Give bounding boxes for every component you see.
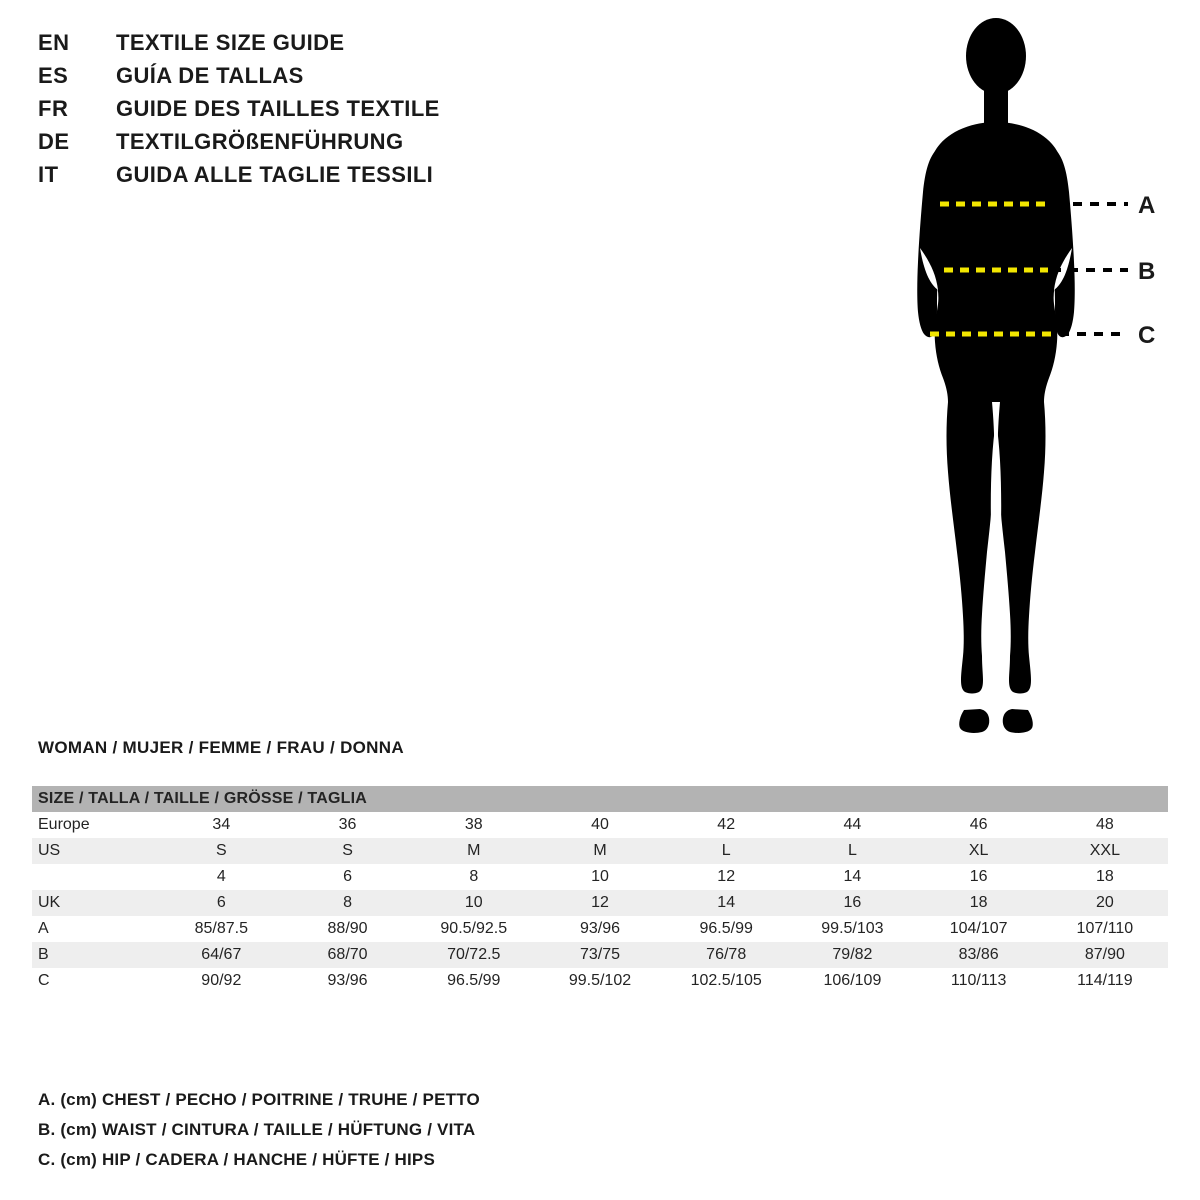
- cell-value: 14: [843, 868, 862, 885]
- cell-value: 6: [216, 894, 226, 911]
- cell-value: 104/107: [949, 920, 1008, 937]
- cell-value: 83/86: [958, 946, 999, 963]
- marker-label-a: A: [1138, 192, 1156, 219]
- title-text: GUIDA ALLE TAGLIE TESSILI: [116, 162, 434, 187]
- cell-value: 88/90: [327, 920, 368, 937]
- cell-value: 8: [469, 868, 479, 885]
- cell-value: 96.5/99: [699, 920, 753, 937]
- section-label-woman: WOMAN / MUJER / FEMME / FRAU / DONNA: [38, 738, 404, 757]
- table-row: [32, 916, 1168, 942]
- table-row: [32, 838, 1168, 864]
- title-row: [38, 162, 658, 195]
- cell-value: 73/75: [579, 946, 620, 963]
- cell-value: XL: [968, 842, 989, 859]
- title-row: [38, 96, 658, 129]
- title-text: TEXTILE SIZE GUIDE: [116, 30, 345, 55]
- cell-value: 70/72.5: [447, 946, 501, 963]
- cell-value: S: [342, 842, 353, 859]
- row-label: UK: [38, 894, 61, 911]
- cell-value: 99.5/102: [568, 972, 632, 989]
- cell-value: 44: [843, 816, 862, 833]
- cell-value: 102.5/105: [690, 972, 762, 989]
- cell-value: 18: [969, 894, 988, 911]
- cell-value: 85/87.5: [194, 920, 249, 937]
- title-text: GUIDE DES TAILLES TEXTILE: [116, 96, 440, 121]
- cell-value: 12: [591, 894, 609, 911]
- row-label: [32, 864, 158, 890]
- title-block: [38, 30, 658, 195]
- table-row: [32, 942, 1168, 968]
- cell-value: 18: [1095, 868, 1114, 885]
- cell-value: 110/113: [950, 972, 1007, 989]
- cell-value: 107/110: [1076, 920, 1134, 937]
- legend: [38, 1090, 738, 1180]
- cell-value: 48: [1095, 816, 1114, 833]
- cell-value: M: [467, 842, 481, 859]
- cell-value: 114/119: [1077, 972, 1133, 989]
- row-label: US: [38, 842, 61, 859]
- title-row: [38, 30, 658, 63]
- cell-value: 96.5/99: [447, 972, 501, 989]
- legend-row-c: C. (cm) HIP / CADERA / HANCHE / HÜFTE / HIPS: [38, 1150, 436, 1169]
- cell-value: 20: [1095, 894, 1114, 911]
- table-row: [32, 864, 1168, 890]
- table-row: [32, 890, 1168, 916]
- cell-value: 106/109: [823, 972, 882, 989]
- title-row: [38, 63, 658, 96]
- cell-value: 16: [843, 894, 862, 911]
- female-body-diagram: [860, 18, 1190, 748]
- cell-value: 6: [343, 868, 352, 885]
- cell-value: L: [721, 842, 731, 859]
- female-silhouette-icon: [917, 18, 1075, 733]
- cell-value: 4: [216, 868, 226, 885]
- title-lang: IT: [38, 162, 59, 187]
- cell-value: 93/96: [327, 972, 368, 989]
- row-label: Europe: [38, 816, 90, 833]
- cell-value: L: [847, 842, 857, 859]
- cell-value: 68/70: [327, 946, 368, 963]
- size-table: [32, 786, 1168, 994]
- title-lang: ES: [38, 63, 69, 88]
- cell-value: 90.5/92.5: [440, 920, 508, 937]
- cell-value: 40: [591, 816, 609, 833]
- row-label: B: [38, 946, 49, 963]
- cell-value: 8: [343, 894, 352, 911]
- cell-value: 64/67: [201, 946, 242, 963]
- cell-value: 10: [464, 894, 483, 911]
- legend-row-b: B. (cm) WAIST / CINTURA / TAILLE / HÜFTUNG / VITA: [38, 1120, 476, 1139]
- cell-value: 93/96: [579, 920, 620, 937]
- cell-value: 99.5/103: [821, 920, 884, 937]
- title-lang: FR: [38, 96, 69, 121]
- cell-value: 34: [212, 816, 231, 833]
- cell-value: S: [215, 842, 227, 859]
- cell-value: XXL: [1089, 842, 1120, 859]
- cell-value: 42: [717, 816, 736, 833]
- title-lang: EN: [38, 30, 70, 55]
- legend-row-a: A. (cm) CHEST / PECHO / POITRINE / TRUHE / PETTO: [38, 1090, 480, 1109]
- cell-value: 87/90: [1084, 946, 1125, 963]
- cell-value: 90/92: [201, 972, 242, 989]
- cell-value: 79/82: [832, 946, 873, 963]
- cell-value: 12: [717, 868, 736, 885]
- marker-label-c: C: [1138, 322, 1156, 349]
- title-lang: DE: [38, 129, 70, 154]
- cell-value: 14: [717, 894, 736, 911]
- cell-value: 36: [338, 816, 357, 833]
- title-text: GUÍA DE TALLAS: [116, 63, 304, 88]
- size-table-wrap: [32, 786, 1168, 994]
- table-header-row: [32, 786, 1168, 812]
- cell-value: 38: [464, 816, 483, 833]
- marker-label-b: B: [1138, 258, 1156, 285]
- table-row: [32, 812, 1168, 838]
- table-row: [32, 968, 1168, 994]
- cell-value: 10: [591, 868, 609, 885]
- table-header-label: SIZE / TALLA / TAILLE / GRÖSSE / TAGLIA: [38, 790, 367, 807]
- row-label: A: [38, 920, 49, 937]
- row-label: C: [38, 972, 50, 989]
- title-text: TEXTILGRÖßENFÜHRUNG: [116, 129, 404, 154]
- cell-value: 76/78: [706, 946, 747, 963]
- title-row: [38, 129, 658, 162]
- cell-value: 46: [969, 816, 988, 833]
- cell-value: 16: [969, 868, 988, 885]
- cell-value: M: [593, 842, 607, 859]
